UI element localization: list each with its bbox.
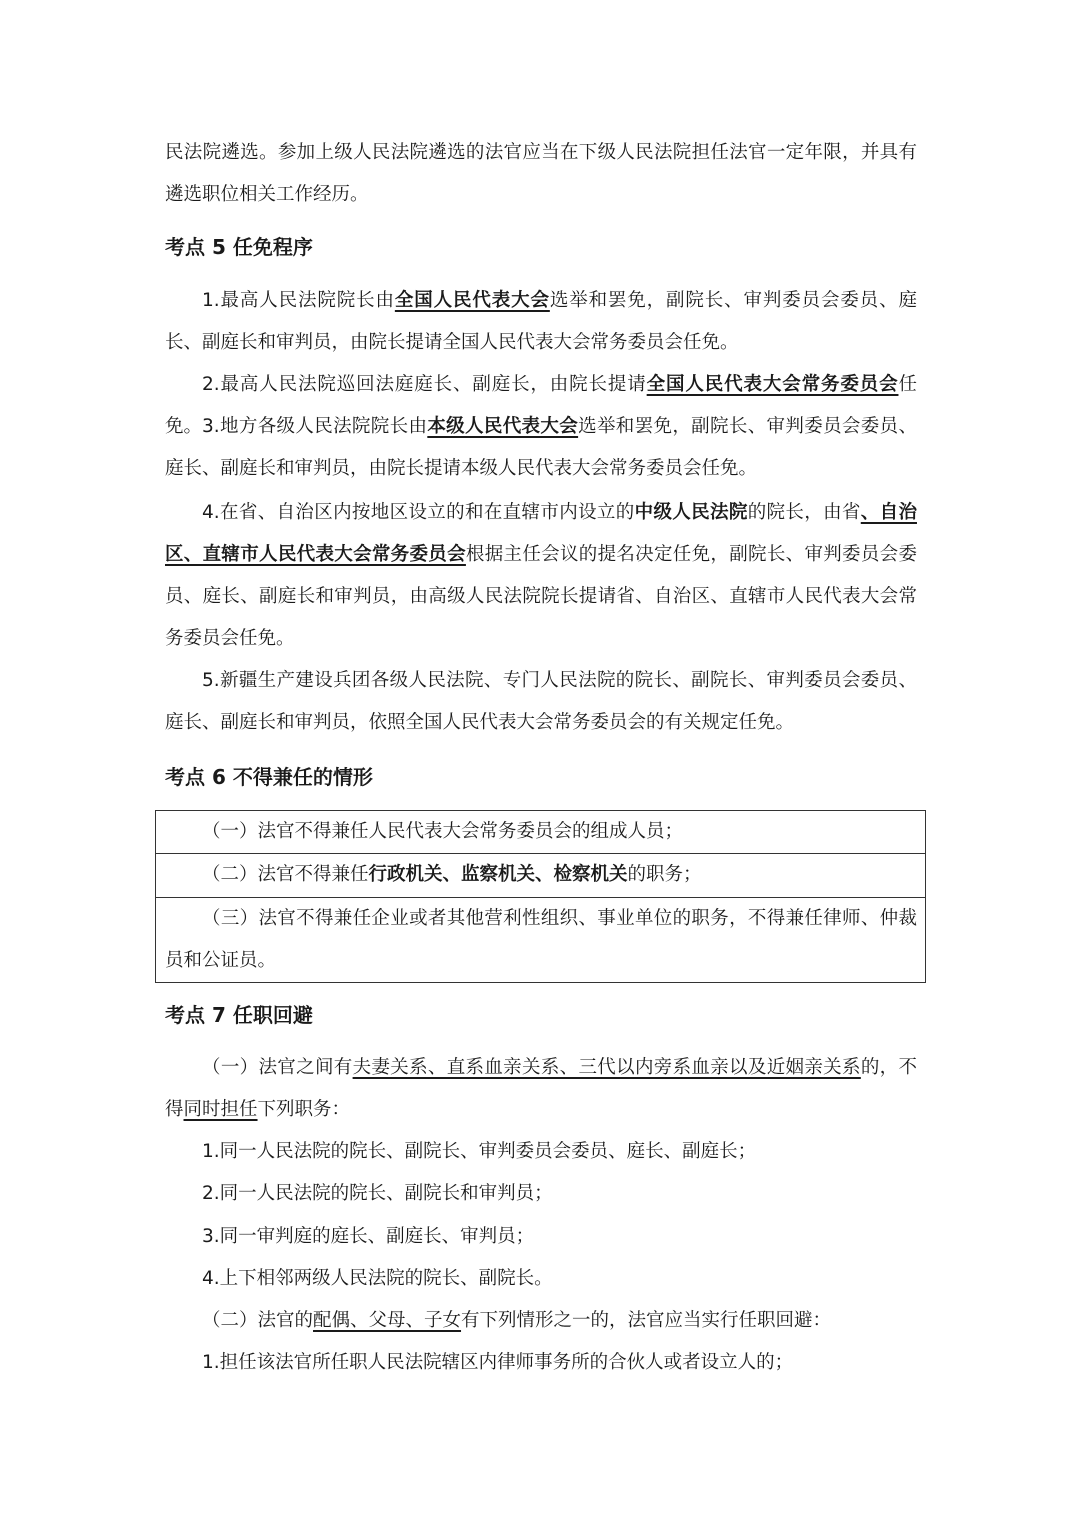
section7-paragraph-2: （二）法官的配偶、父母、子女有下列情形之一的，法官应当实行任职回避： [202, 1310, 832, 1331]
list-item: 2.同一人民法院的院长、副院长和审判员； [202, 1183, 553, 1204]
section5-item-1: 1.最高人民法院院长由全国人民代表大会选举和罢免，副院长、审判委员会委员、庭长、副庭长和审判员，由院长提请全国人民代表大会常务委员会任免。 [165, 290, 917, 353]
bold-term: 中级人民法院 [634, 502, 748, 523]
emphasis-term: 本级人民代表大会 [427, 416, 579, 437]
table-row: （二）法官不得兼任行政机关、监察机关、检察机关的职务； [156, 854, 925, 898]
table-row: （一）法官不得兼任人民代表大会常务委员会的组成人员； [156, 811, 925, 854]
emphasis-term: 配偶、父母、子女 [313, 1310, 462, 1331]
list-item: 3.同一审判庭的庭长、副庭长、审判员； [202, 1226, 535, 1247]
emphasis-term: 全国人民代表大会 [394, 290, 550, 311]
bold-term: 行政机关、监察机关、检察机关 [368, 864, 628, 885]
emphasis-term: 、自治区、直辖市人民代表大会常务委员会 [165, 502, 917, 565]
list-item: 1.同一人民法院的院长、副院长、审判委员会委员、庭长、副庭长； [202, 1141, 757, 1162]
section5-heading: 考点 5 任免程序 [165, 235, 313, 259]
section6-heading: 考点 6 不得兼任的情形 [165, 765, 373, 789]
section7-heading: 考点 7 任职回避 [165, 1003, 313, 1027]
emphasis-term: 全国人民代表大会常务委员会 [646, 374, 899, 395]
section5-item-3: 3.地方各级人民法院院长由本级人民代表大会选举和罢免，副院长、审判委员会委员、庭长、副庭长和审判员，由院长提请本级人民代表大会常务委员会任免。 [165, 416, 917, 479]
list-item: 4.上下相邻两级人民法院的院长、副院长。 [202, 1268, 553, 1289]
list-item: 1.担任该法官所任职人民法院辖区内律师事务所的合伙人或者设立人的； [202, 1352, 794, 1373]
section5-item-4: 4.在省、自治区内按地区设立的和在直辖市内设立的中级人民法院的院长，由省、自治区、直辖市人民代表大会常务委员会根据主任会议的提名决定任免，副院长、审判委员会委员、庭长、副庭长和审判员，由高级人民法院院长提请省、自治区、直辖市人民代表大会常务委员会任免。 [165, 502, 917, 649]
section7-paragraph-1: （一）法官之间有夫妻关系、直系血亲关系、三代以内旁系血亲以及近姻亲关系的，不得同时担任下列职务： [165, 1057, 917, 1120]
section5-item-2: 2.最高人民法院巡回法庭庭长、副庭长，由院长提请全国人民代表大会常务委员会任免。 [165, 374, 917, 437]
table-row: （三）法官不得兼任企业或者其他营利性组织、事业单位的职务，不得兼任律师、仲裁员和公证员。 [165, 908, 917, 971]
section5-item-5: 5.新疆生产建设兵团各级人民法院、专门人民法院的院长、副院长、审判委员会委员、庭长、副庭长和审判员，依照全国人民代表大会常务委员会的有关规定任免。 [165, 670, 917, 733]
emphasis-term: 夫妻关系、直系血亲关系、三代以内旁系血亲以及近姻亲关系 [352, 1057, 861, 1078]
emphasis-term: 同时担任 [183, 1099, 258, 1120]
restrictions-table [155, 810, 926, 983]
intro-paragraph: 民法院遴选。参加上级人民法院遴选的法官应当在下级人民法院担任法官一定年限，并具有遴选职位相关工作经历。 [165, 142, 917, 205]
